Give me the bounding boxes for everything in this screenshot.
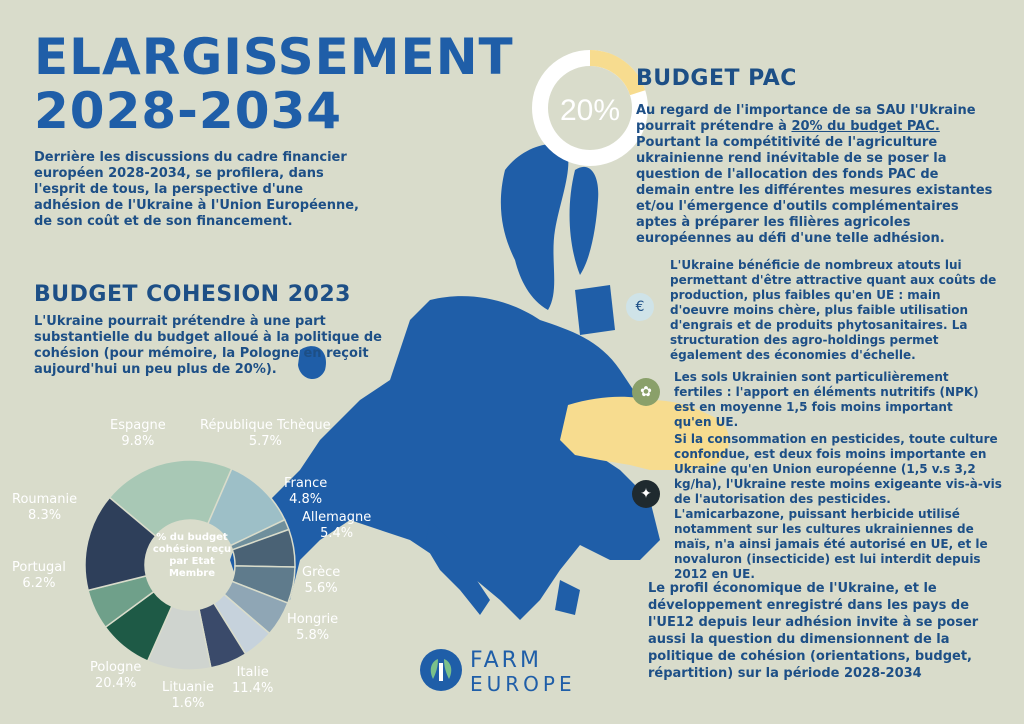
euro-icon: € <box>626 293 654 321</box>
donut-label-name: Espagne <box>110 418 166 433</box>
spray-icon: ✦ <box>632 480 660 508</box>
pac-text-after: Pourtant la compétitivité de l'agriculture ukrainienne rend inévitable de se poser la question de l'allocation des fonds PAC de demain entre les différentes mesures existantes et/ou l'émergence d'outils complémentaires aptes à préparer les filières agricoles européennes au défi d'une telle adhésion. <box>636 135 993 246</box>
donut-label-name: Grèce <box>302 565 341 580</box>
donut-center-text: % du budget cohésion reçu par Etat Membre <box>152 532 232 579</box>
donut-label-france <box>284 476 327 508</box>
donut-label-value: 20.4% <box>95 676 137 691</box>
donut-label-value: 8.3% <box>28 508 62 523</box>
donut-label-name: Roumanie <box>12 492 78 507</box>
donut-label-gr-ce <box>302 565 340 597</box>
donut-label-r-publique-tch-que <box>200 418 331 450</box>
donut-label-name: Portugal <box>12 560 66 575</box>
donut-label-hongrie <box>287 612 338 644</box>
pac-text <box>636 103 996 247</box>
bullet-pesticides: Si la consommation en pesticides, toute culture confondue, est deux fois moins importante en Ukraine qu'en Union européenne (1,5 v.s 3,2 kg/ha), l'Ukraine reste moins exigeante vis-à-vis de l'autorisation des pesticides. L'amicarbazone, puissant herbicide utilisé notamment sur les cultures ukrainiennes de maïs, n'a ainsi jamais été autorisé en UE, et le novaluron (insecticide) est lui interdit depuis 2012 en UE. <box>674 432 1002 581</box>
donut-label-value: 5.6% <box>304 581 338 596</box>
intro-text: Derrière les discussions du cadre financier européen 2028-2034, se profilera, dans l'esprit de tous, la perspective d'une adhésion de l'Ukraine à l'Union Européenne, de son coût et de son financement. <box>34 150 359 229</box>
logo-sub: EUROPE <box>470 672 576 696</box>
donut-label-value: 4.8% <box>289 492 323 507</box>
donut-label-name: Pologne <box>90 660 142 675</box>
donut-label-value: 5.7% <box>248 434 282 449</box>
donut-label-value: 5.8% <box>296 628 330 643</box>
farm-europe-logo-icon <box>418 645 464 695</box>
bullet-soils: Les sols Ukrainien sont particulièrement fertiles : l'apport en éléments nutritifs (NPK) est en moyenne 1,5 fois moins important qu'en UE. <box>674 370 979 429</box>
page-title <box>34 30 514 138</box>
donut-label-value: 5.4% <box>320 526 354 541</box>
donut-label-value: 6.2% <box>22 576 56 591</box>
pac-title: BUDGET PAC <box>636 66 797 91</box>
bullet-costs: L'Ukraine bénéficie de nombreux atouts lui permettant d'être attractive quant aux coûts de production, plus faibles qu'en UE : main d'oeuvre moins chère, plus faible utilisation d'engrais et de produits phytosanitaires. La structuration des agro-holdings permet également des économies d'échelle. <box>670 258 997 362</box>
donut-label-espagne <box>110 418 166 450</box>
donut-label-value: 1.6% <box>171 696 205 711</box>
donut-label-pologne <box>90 660 141 692</box>
closing-text: Le profil économique de l'Ukraine, et le développement enregistré dans les pays de l'UE12 depuis leur adhésion invite à se poser aussi la question du dimensionnent de la politique de cohésion (orientations, budget, répartition) sur la période 2028-2034 <box>648 581 979 681</box>
donut-label-name: Allemagne <box>302 510 372 525</box>
donut-label-lituanie <box>162 680 214 712</box>
pac-text-before: Au regard de l'importance de sa SAU l'Ukraine pourrait prétendre à <box>636 103 976 134</box>
pac-ring <box>530 48 650 168</box>
donut-label-allemagne <box>302 510 371 542</box>
pac-ring-label: 20% <box>559 94 621 127</box>
pac-text-underlined: 20% du budget PAC. <box>791 119 940 134</box>
cohesion-title: BUDGET COHESION 2023 <box>34 282 351 307</box>
title-line-2: 2028-2034 <box>34 82 343 140</box>
donut-label-name: France <box>284 476 328 491</box>
donut-label-name: Italie <box>236 665 269 680</box>
donut-label-name: Hongrie <box>287 612 339 627</box>
logo-name: FARM <box>470 648 542 673</box>
cohesion-text: L'Ukraine pourrait prétendre à une part substantielle du budget alloué à la politique de cohésion (pour mémoire, la Pologne en reçoit aujourd'hui un peu plus de 20%). <box>34 314 382 377</box>
donut-label-italie <box>232 665 273 697</box>
donut-label-portugal <box>12 560 66 592</box>
donut-label-roumanie <box>12 492 77 524</box>
donut-label-value: 11.4% <box>232 681 274 696</box>
donut-label-name: Lituanie <box>162 680 215 695</box>
donut-label-value: 9.8% <box>121 434 155 449</box>
donut-label-name: République Tchèque <box>200 418 331 433</box>
plant-icon: ✿ <box>632 378 660 406</box>
title-line-1: ELARGISSEMENT <box>34 28 514 86</box>
